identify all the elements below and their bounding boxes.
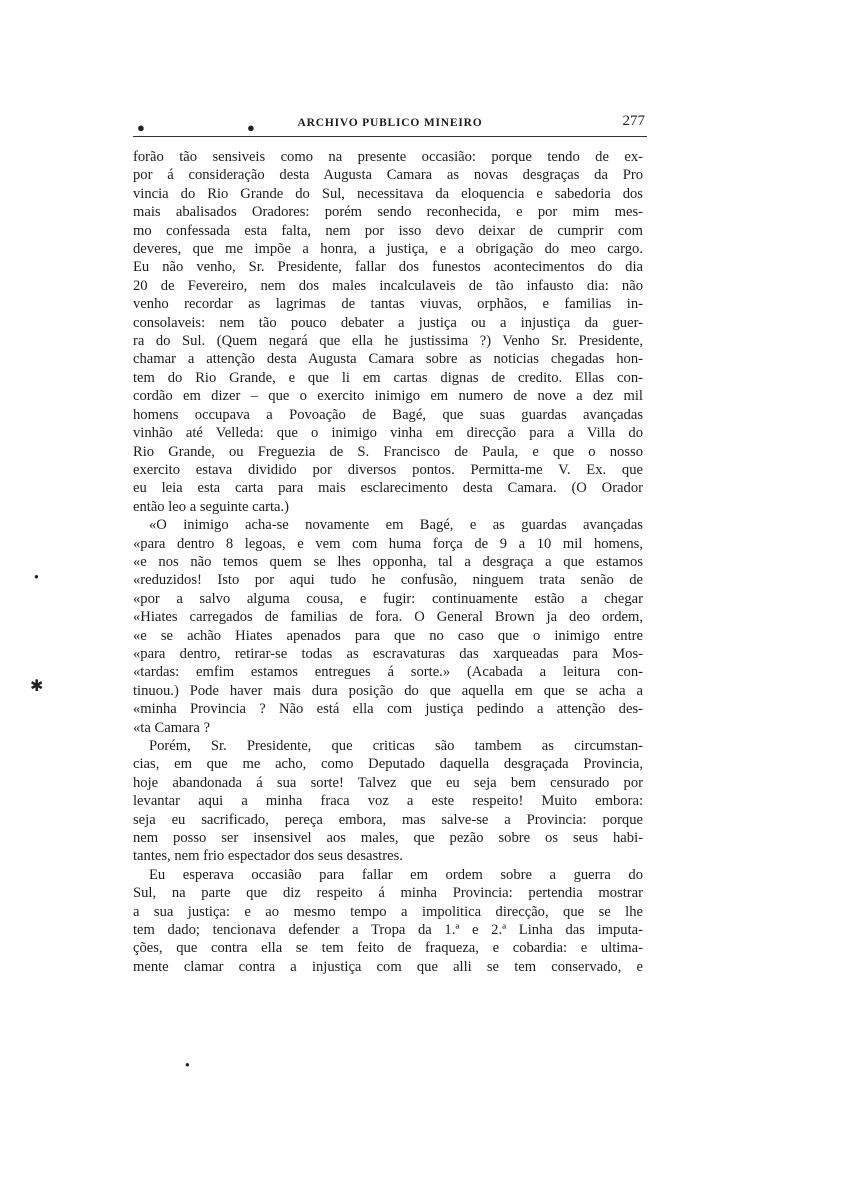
text-line: ra do Sul. (Quem negará que ella he justissima ?) Venho Sr. Presidente, [133, 333, 643, 350]
text-line: «minha Provincia ? Não está ella com justiça pedindo a attenção des- [133, 701, 643, 718]
quote-line: «por a salvo alguma cousa, e fugir: continuamente estão a chegar [133, 590, 643, 607]
text-line: vinhão até Velleda: que o inimigo vinha em direcção para a Villa do [133, 425, 643, 442]
text-line: «ta Camara ? [133, 719, 210, 736]
text-line: Eu não venho, Sr. Presidente, fallar dos funestos acontecimentos do dia [133, 259, 643, 276]
body-text [133, 148, 643, 976]
text-line: tinuou.) Pode haver mais dura posição do que aquella em que se acha a [133, 682, 643, 699]
text-line: por á consideração desta Augusta Camara as novas desgraças da Pro [133, 167, 643, 184]
text-line: tem do Rio Grande, e que li em cartas dignas de credito. Ellas con- [133, 369, 643, 386]
scan-speck: ● [185, 1060, 190, 1069]
text-line: cordão em dizer – que o exercito inimigo em numero de nove a dez mil [133, 388, 643, 405]
text-line: hoje abandonada á sua sorte! Talvez que eu seja bem censurado por [133, 774, 643, 791]
text-line: homens occupava a Povoação de Bagé, que suas guardas avançadas [133, 406, 643, 423]
quote-line: «reduzidos! Isto por aqui tudo he confusão, ninguem trata senão de [133, 572, 643, 589]
page-number: 277 [622, 113, 645, 129]
text-line: Porém, Sr. Presidente, que criticas são tambem as circumstan- [149, 738, 643, 754]
text-line: ções, que contra ella se tem feito de fraqueza, e cobardia: e ultima- [133, 940, 643, 957]
text-line: venho recordar as lagrimas de tantas viuvas, orphãos, e familias in- [133, 296, 643, 313]
text-line: exercito estava dividido por diversos pontos. Permitta-me V. Ex. que [133, 461, 643, 478]
text-line: 20 de Fevereiro, nem dos males incalculaveis de tão infausto dia: não [133, 277, 643, 294]
running-title: ARCHIVO PUBLICO MINEIRO [297, 117, 483, 129]
text-line: consolaveis: nem tão pouco debater a justiça ou a injustiça da guer- [133, 314, 643, 331]
scan-speck: ● [34, 572, 39, 581]
text-line: mais abalisados Oradores: porém sendo reconhecida, e por mim mes- [133, 204, 643, 221]
quote-line: «tardas: emfim estamos entregues á sorte.» (Acabada a leitura con- [133, 664, 643, 681]
text-line: tem dado; tencionava defender a Tropa da 1.ª e 2.ª Linha das imputa- [133, 922, 643, 939]
scan-blot: ✱ [30, 678, 44, 695]
header-ornament: ● [137, 120, 145, 135]
header-ornament: ● [247, 120, 255, 135]
text-line: a sua justiça: e ao mesmo tempo a impolitica direcção, que se lhe [133, 903, 643, 920]
text-line: vincia do Rio Grande do Sul, necessitava da eloquencia e sabedoria dos [133, 185, 643, 202]
quote-line: «O inimigo acha-se novamente em Bagé, e as guardas avançadas [149, 517, 643, 534]
text-line: Rio Grande, ou Freguezia de S. Francisco de Paula, e que o nosso [133, 443, 643, 460]
quote-line: «Hiates carregados de familias de fora. O General Brown ja deo ordem, [133, 609, 643, 626]
quote-line: «para dentro, retirar-se todas as escravaturas das xarqueadas para Mos- [133, 645, 643, 662]
text-line: então leo a seguinte carta.) [133, 498, 289, 515]
text-line: mo confessada esta falta, nem por isso devo deixar de cumprir com [133, 222, 643, 239]
text-line: levantar aqui a minha fraca voz a este respeito! Muito embora: [133, 793, 643, 810]
text-line: seja eu sacrificado, pereça embora, mas salve-se a Provincia: porque [133, 811, 643, 828]
quote-line: «e se achão Hiates apenados para que no caso que o inimigo entre [133, 627, 643, 644]
text-line: cias, em que me acho, como Deputado daquella desgraçada Provincia, [133, 756, 643, 773]
text-line: eu leia esta carta para mais esclarecimento desta Camara. (O Orador [133, 480, 643, 497]
text-line: Eu esperava occasião para fallar em ordem sobre a guerra do [149, 866, 643, 883]
page-header [133, 112, 647, 137]
quote-line: «e nos não temos quem se lhes opponha, tal a desgraça a que estamos [133, 553, 643, 570]
text-line: tantes, nem frio espectador dos seus desastres. [133, 848, 403, 865]
quote-line: «para dentro 8 legoas, e vem com huma força de 9 a 10 mil homens, [133, 535, 643, 552]
text-line: deveres, que me impõe a honra, a justiça, e a obrigação do meo cargo. [133, 241, 643, 258]
text-line: nem posso ser insensivel aos males, que pezão sobre os seus habi- [133, 830, 643, 847]
text-line: chamar a attenção desta Augusta Camara sobre as noticias chegadas hon- [133, 351, 643, 368]
text-line: Sul, na parte que diz respeito á minha Provincia: pertendia mostrar [133, 885, 643, 902]
text-line: forão tão sensiveis como na presente occasião: porque tendo de ex- [133, 149, 643, 165]
text-line: mente clamar contra a injustiça com que alli se tem conservado, e [133, 958, 643, 975]
